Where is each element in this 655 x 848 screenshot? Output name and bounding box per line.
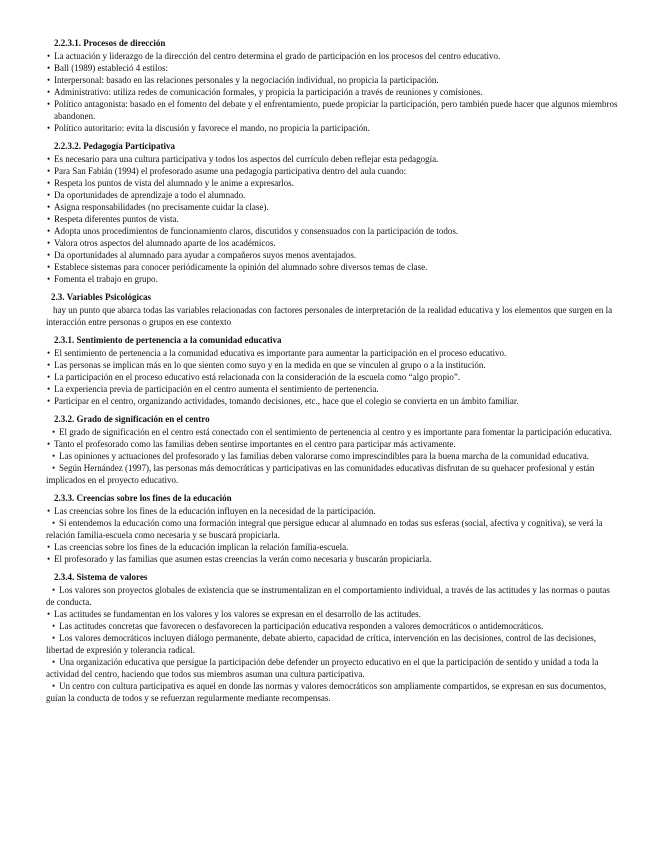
- list-item: • La actuación y liderazgo de la dirección del centro determina el grado de participación en los procesos del centro educativo.: [47, 51, 501, 61]
- list-item: • Político antagonista: basado en el fomento del debate y el enfrentamiento, puede propiciar la participación, pero también puede hacer que algunos miembros abandonen.: [47, 99, 618, 121]
- list-item: • Un centro con cultura participativa es aquel en donde las normas y valores democráticos son ampliamente compartidos, se expresan en sus documentos, guían la conducta de todos y se refuerzan regularmente mediante recompensas.: [46, 681, 607, 703]
- list-item: • Respeta diferentes puntos de vista.: [47, 214, 179, 224]
- list-item: • Da oportunidades al alumnado para ayudar a compañeros suyos menos aventajados.: [47, 250, 357, 260]
- list-item: • Las personas se implican más en lo que sienten como suyo y en la medida en que se vinculen al grupo o a la institución.: [47, 360, 486, 370]
- section-procesos-direccion: [46, 37, 619, 134]
- list-item: • La experiencia previa de participación en el centro aumenta el sentimiento de pertenencia.: [47, 384, 379, 394]
- section-variables-psicologicas: [46, 291, 619, 328]
- section-sentimiento-pertenencia: [46, 334, 619, 407]
- section-heading: 2.3.1. Sentimiento de pertenencia a la comunidad educativa: [54, 335, 282, 345]
- list-item: • Ball (1989) estableció 4 estilos:: [47, 63, 168, 73]
- list-item: • Interpersonal: basado en las relaciones personales y la negociación individual, no propicia la participación.: [47, 75, 439, 85]
- list-item: • Fomenta el trabajo en grupo.: [47, 274, 158, 284]
- list-item: • Político autoritario: evita la discusión y favorece el mando, no propicia la participación.: [47, 123, 370, 133]
- list-item: • Establece sistemas para conocer periódicamente la opinión del alumnado sobre diversos temas de clase.: [47, 262, 428, 272]
- section-heading: 2.2.3.1. Procesos de dirección: [54, 38, 166, 48]
- list-item: • Asigna responsabilidades (no precisamente cuidar la clase).: [47, 202, 269, 212]
- list-item: • Para San Fabián (1994) el profesorado asume una pedagogía participativa dentro del aula cuando:: [47, 166, 407, 176]
- list-item: • Las creencias sobre los fines de la educación influyen en la necesidad de la participación.: [47, 506, 376, 516]
- section-heading: 2.2.3.2. Pedagogía Participativa: [54, 141, 175, 151]
- section-heading: 2.3. Variables Psicológicas: [51, 292, 152, 302]
- section-heading: 2.3.2. Grado de significación en el centro: [54, 414, 210, 424]
- list-item: • Los valores democráticos incluyen diálogo permanente, debate abierto, capacidad de crítica, intervención en las decisiones, control de las decisiones, libertad de expresión y tolerancia radical.: [46, 633, 597, 655]
- list-item: • El grado de significación en el centro está conectado con el sentimiento de pertenencia al centro y es importante para fomentar la participación educativa.: [52, 427, 612, 437]
- list-item: • Según Hernández (1997), las personas más democráticas y participativas en las comunidades educativas disfrutan de su quehacer profesional y están implicados en el proyecto educativo.: [46, 463, 595, 485]
- list-item: • Si entendemos la educación como una formación integral que persigue educar al alumnado en todas sus esferas (social, afectiva y cognitiva), se verá la relación familia-escuela como necesaria y se buscará propiciarla.: [46, 518, 603, 540]
- section-paragraph: hay un punto que abarca todas las variables relacionadas con factores personales de interpretación de la realidad educativa y los elementos que surgen en la interacción entre personas o grupos en ese contexto: [46, 305, 613, 327]
- list-item: • Las actitudes se fundamentan en los valores y los valores se expresan en el desarrollo de las actitudes.: [47, 609, 421, 619]
- section-heading: 2.3.4. Sistema de valores: [54, 572, 148, 582]
- list-item: • Da oportunidades de aprendizaje a todo el alumnado.: [47, 190, 246, 200]
- list-item: • Respeta los puntos de vista del alumnado y le anime a expresarlos.: [47, 178, 294, 188]
- section-grado-significacion: [46, 413, 619, 486]
- list-item: • Tanto el profesorado como las familias deben sentirse importantes en el centro para participar más activamente.: [47, 439, 456, 449]
- list-item: • Participar en el centro, organizando actividades, tomando decisiones, etc., hace que el colegio se convierta en un ámbito familiar.: [47, 396, 519, 406]
- list-item: • El sentimiento de pertenencia a la comunidad educativa es importante para aumentar la participación en el proceso educativo.: [47, 348, 507, 358]
- section-heading: 2.3.3. Creencias sobre los fines de la educación: [54, 493, 232, 503]
- list-item: • Una organización educativa que persigue la participación debe defender un proyecto educativo en el que la participación de sentido y unidad a toda la actividad del centro, haciendo que todos sus miembros asuman una cultura participativa.: [46, 657, 599, 679]
- section-pedagogia-participativa: [46, 140, 619, 285]
- list-item: • Valora otros aspectos del alumnado aparte de los académicos.: [47, 238, 276, 248]
- list-item: • Las actitudes concretas que favorecen o desfavorecen la participación educativa responden a valores democráticos o antidemocráticos.: [52, 621, 544, 631]
- list-item: • Es necesario para una cultura participativa y todos los aspectos del currículo deben reflejar esta pedagogía.: [47, 154, 439, 164]
- list-item: • La participación en el proceso educativo está relacionada con la consideración de la escuela como “algo propio”.: [47, 372, 461, 382]
- section-sistema-valores: [46, 571, 619, 704]
- list-item: • Los valores son proyectos globales de existencia que se instrumentalizan en el comportamiento individual, a través de las actitudes y las normas o pautas de conducta.: [46, 585, 610, 607]
- list-item: • El profesorado y las familias que asumen estas creencias la verán como necesaria y buscarán propiciarla.: [47, 554, 432, 564]
- list-item: • Administrativo: utiliza redes de comunicación formales, y propicia la participación a través de reuniones y comisiones.: [47, 87, 483, 97]
- list-item: • Las opiniones y actuaciones del profesorado y las familias deben valorarse como imprescindibles para la buena marcha de la comunidad educativa.: [52, 451, 590, 461]
- list-item: • Las creencias sobre los fines de la educación implican la relación familia-escuela.: [47, 542, 349, 552]
- section-creencias-fines: [46, 492, 619, 565]
- list-item: • Adopta unos procedimientos de funcionamiento claros, discutidos y consensuados con la participación de todos.: [47, 226, 459, 236]
